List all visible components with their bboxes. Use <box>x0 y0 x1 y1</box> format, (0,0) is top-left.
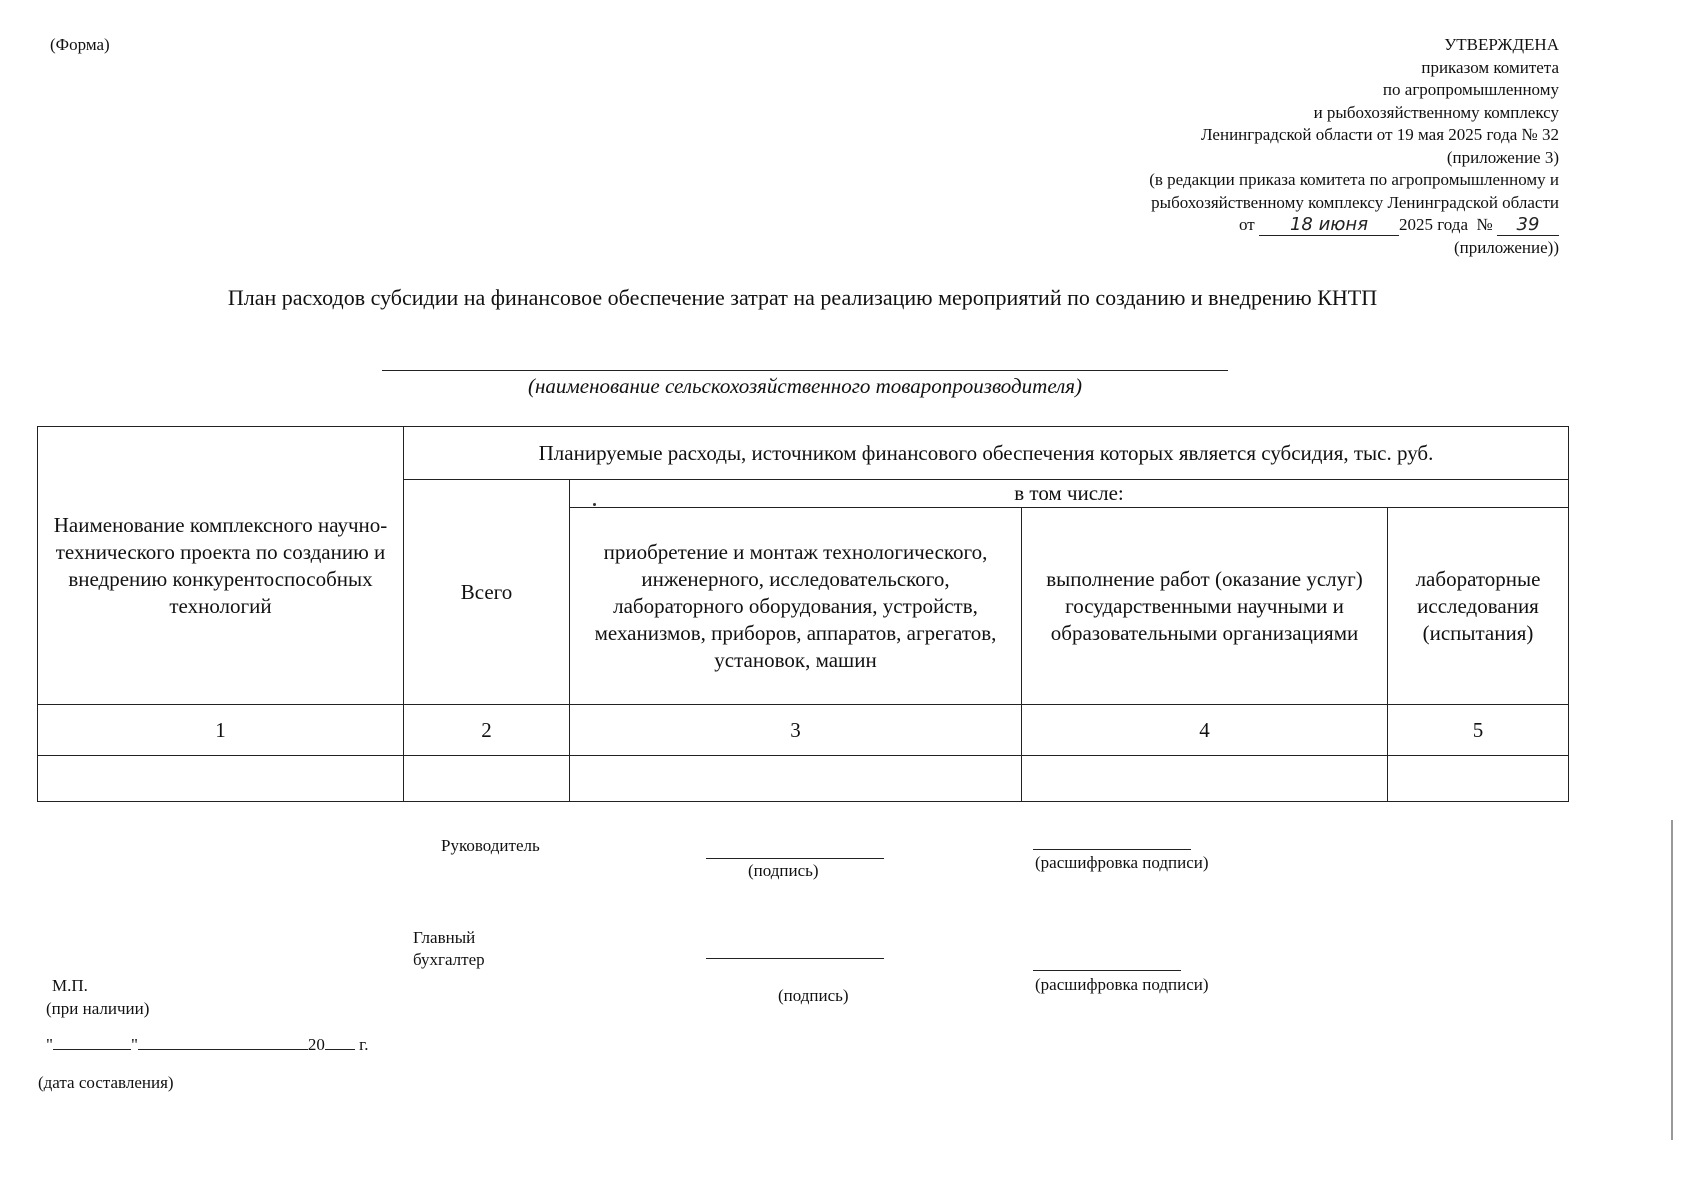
approval-date-line <box>859 214 1559 237</box>
table-cell-empty[interactable] <box>1022 756 1388 802</box>
date-year-prefix: 20 <box>307 1035 325 1054</box>
date-day-blank[interactable] <box>53 1049 131 1050</box>
approval-number-handwritten: 39 <box>1497 215 1559 236</box>
col-number: 1 <box>38 705 404 756</box>
col-number: 4 <box>1022 705 1388 756</box>
header-project-name: Наименование комплексного научно-технического проекта по созданию и внедрению конкурентоспособных технологий <box>38 427 404 705</box>
chief-decoding-caption: (расшифровка подписи) <box>1035 975 1209 994</box>
col-number: 5 <box>1388 705 1569 756</box>
expense-plan-table <box>37 426 1569 802</box>
head-label: Руководитель <box>441 836 540 855</box>
date-month-blank[interactable] <box>138 1049 308 1050</box>
stamp-note: (при наличии) <box>46 999 150 1018</box>
chief-accountant-label-1: Главный <box>413 928 476 947</box>
approval-line-2: приказом комитета <box>1421 57 1559 77</box>
approval-line-10: (приложение)) <box>1453 237 1559 257</box>
approval-block <box>859 34 1559 259</box>
table-cell-empty[interactable] <box>404 756 570 802</box>
header-planned-expenses: Планируемые расходы, источником финансового обеспечения которых является субсидия, тыс. руб. <box>404 427 1569 480</box>
head-decoding-caption: (расшифровка подписи) <box>1035 853 1209 872</box>
approval-date-handwritten: 18 июня <box>1259 215 1399 236</box>
approval-line-6: (приложение 3) <box>1446 147 1559 167</box>
header-works: выполнение работ (оказание услуг) государственными научными и образовательными организациями <box>1022 508 1388 705</box>
chief-accountant-label-2: бухгалтер <box>413 950 485 969</box>
table-cell-empty[interactable] <box>38 756 404 802</box>
date-compiled-line[interactable] <box>46 1035 368 1055</box>
head-decoding-line <box>1033 849 1191 850</box>
approval-line-7: (в редакции приказа комитета по агропромышленному и <box>1149 170 1559 189</box>
document-title: План расходов субсидии на финансовое обеспечение затрат на реализацию мероприятий по созданию и внедрению КНТП <box>227 285 1378 310</box>
approval-line-4: и рыбохозяйственному комплексу <box>1313 102 1559 122</box>
stray-dot <box>593 503 596 506</box>
header-equipment: приобретение и монтаж технологического, инженерного, исследовательского, лабораторного оборудования, устройств, механизмов, приборов, аппаратов, агрегатов, установок, машин <box>570 508 1022 705</box>
table-cell-empty[interactable] <box>570 756 1022 802</box>
approval-year-text: 2025 года <box>1399 215 1469 234</box>
approval-line-5: Ленинградской области от 19 мая 2025 года № 32 <box>1201 125 1559 144</box>
stamp-label: М.П. <box>52 976 88 995</box>
date-year-blank[interactable] <box>325 1049 355 1050</box>
header-lab: лабораторные исследования (испытания) <box>1388 508 1569 705</box>
chief-signature-line <box>706 958 884 959</box>
date-quote-open: " <box>46 1035 53 1054</box>
col-number: 3 <box>570 705 1022 756</box>
header-including: в том числе: <box>570 480 1569 508</box>
table-cell-empty[interactable] <box>1388 756 1569 802</box>
header-total: Всего <box>404 480 570 705</box>
org-name-caption: (наименование сельскохозяйственного товаропроизводителя) <box>527 374 1083 398</box>
approval-line-8: рыбохозяйственному комплексу Ленинградской области <box>1151 192 1559 212</box>
head-signature-caption: (подпись) <box>748 861 819 880</box>
col-number: 2 <box>404 705 570 756</box>
approval-date-prefix: от <box>1239 215 1255 234</box>
scan-edge-line <box>1671 820 1673 1140</box>
date-caption: (дата составления) <box>38 1073 174 1092</box>
approval-line-3: по агропромышленному <box>1382 80 1559 99</box>
head-signature-line <box>706 858 884 859</box>
org-name-line <box>382 370 1228 371</box>
chief-decoding-line <box>1033 970 1181 971</box>
form-label: (Форма) <box>50 35 110 54</box>
date-year-suffix: г. <box>359 1035 369 1054</box>
chief-signature-caption: (подпись) <box>778 986 849 1005</box>
approval-number-sign: № <box>1476 215 1493 234</box>
date-quote-close: " <box>130 1035 138 1054</box>
approval-line-1: УТВЕРЖДЕНА <box>1444 35 1559 54</box>
